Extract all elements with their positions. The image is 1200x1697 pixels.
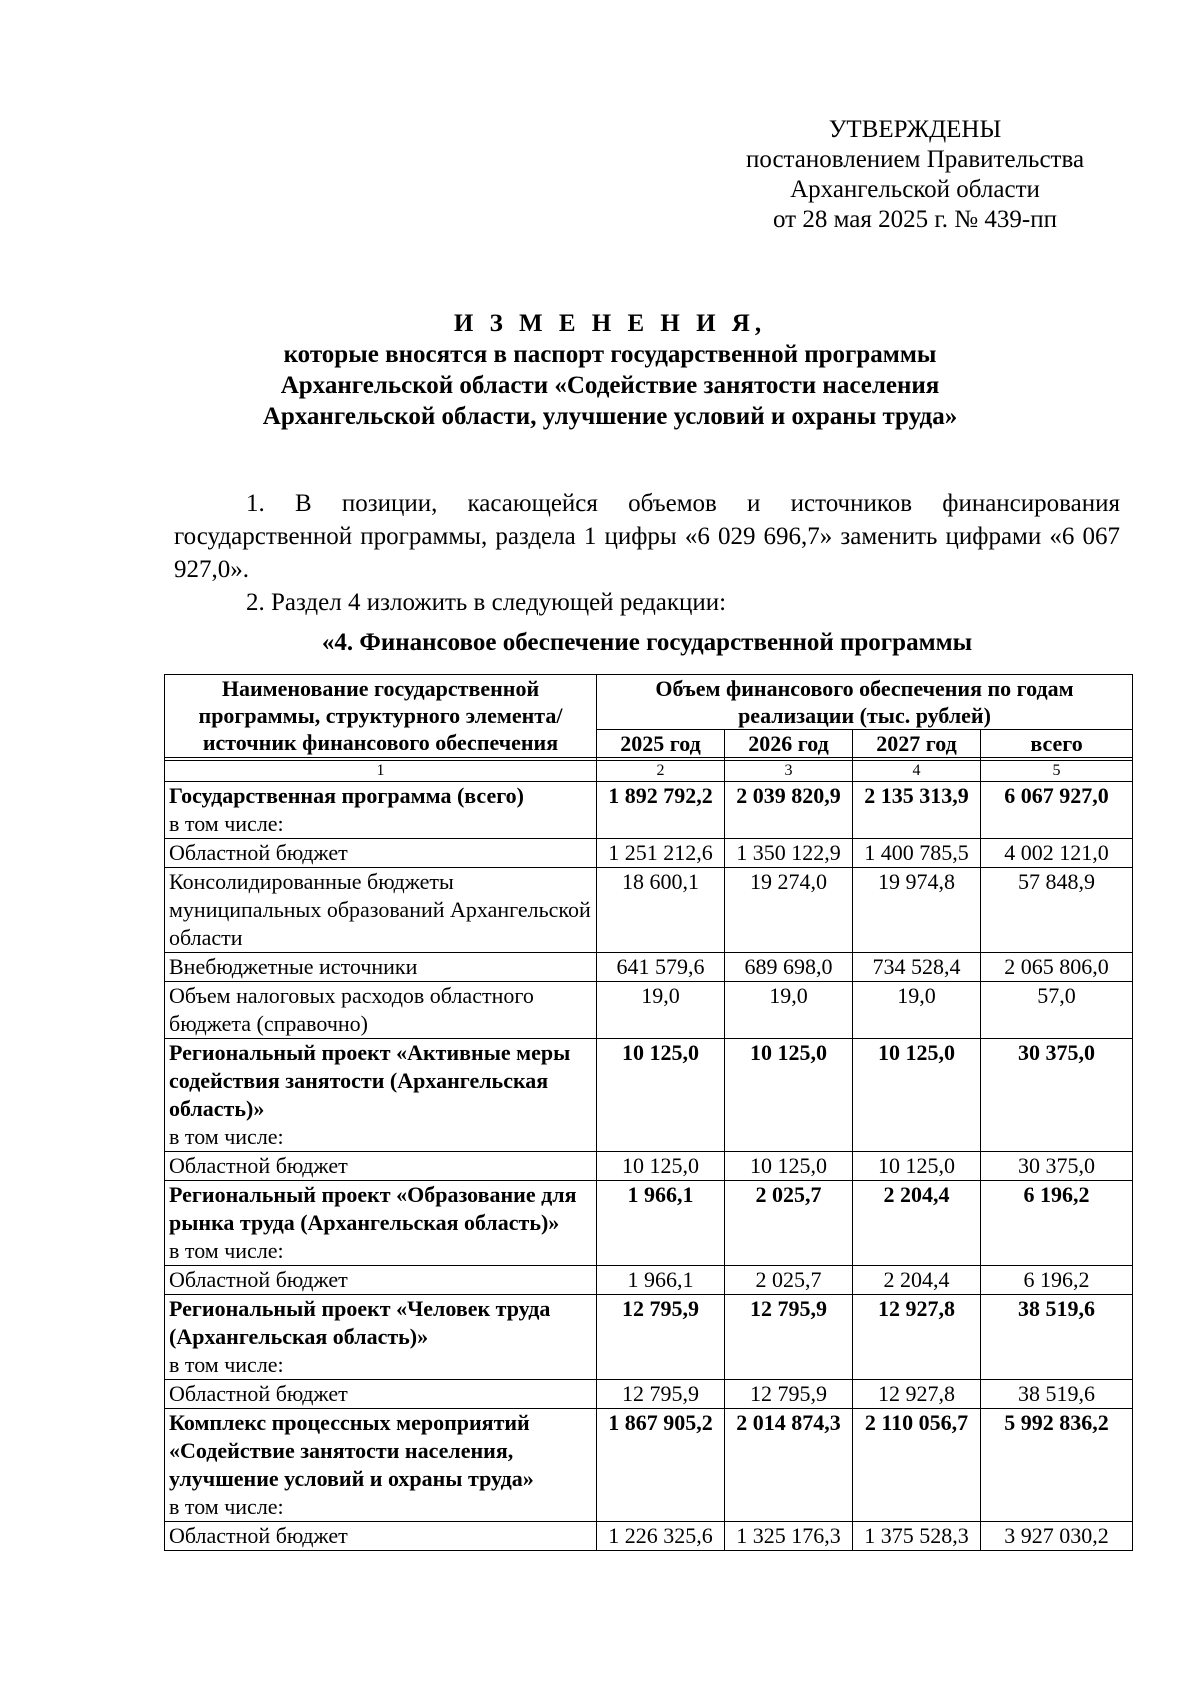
body-text [174,487,1120,619]
row-name-cell [165,1380,597,1409]
row-name-cell [165,953,597,982]
value-2025: 19,0 [597,982,725,1039]
value-2026: 10 125,0 [725,1152,853,1181]
value-total: 57 848,9 [981,868,1133,953]
value-2025: 12 795,9 [597,1380,725,1409]
value-2025: 18 600,1 [597,868,725,953]
value-total: 5 992 836,2 [981,1409,1133,1522]
table-row [165,1152,1133,1181]
value-total: 6 196,2 [981,1181,1133,1266]
row-subtitle: в том числе: [169,1352,284,1377]
value-2025: 1 892 792,2 [597,782,725,839]
value-2025: 12 795,9 [597,1295,725,1380]
row-name-cell [165,839,597,868]
value-2026: 1 350 122,9 [725,839,853,868]
value-total: 30 375,0 [981,1152,1133,1181]
value-2026: 2 025,7 [725,1181,853,1266]
column-index: 1 [165,761,597,782]
value-2026: 12 795,9 [725,1295,853,1380]
row-name-cell [165,782,597,839]
heading-line-2: Архангельской области «Содействие занятости населения [280,372,940,399]
row-name: Консолидированные бюджеты муниципальных образований Архангельской области [169,869,591,950]
value-2025: 1 966,1 [597,1266,725,1295]
value-2025: 641 579,6 [597,953,725,982]
paragraph-2: 2. Раздел 4 изложить в следующей редакции: [246,589,727,616]
value-2026: 2 039 820,9 [725,782,853,839]
table-row [165,1039,1133,1152]
row-name: Областной бюджет [169,1381,348,1406]
row-subtitle: в том числе: [169,1124,284,1149]
row-name: Региональный проект «Активные меры содействия занятости (Архангельская область)» [169,1040,571,1121]
row-name: Областной бюджет [169,1153,348,1178]
value-2027: 2 110 056,7 [853,1409,981,1522]
table-row [165,782,1133,839]
row-subtitle: в том числе: [169,1238,284,1263]
row-name: Комплекс процессных мероприятий «Содействие занятости населения, улучшение условий и охраны труда» [169,1410,534,1491]
table-row [165,1181,1133,1266]
row-name: Региональный проект «Человек труда (Архангельская область)» [169,1296,551,1349]
value-2026: 12 795,9 [725,1380,853,1409]
value-2025: 10 125,0 [597,1039,725,1152]
table-row [165,1522,1133,1551]
value-total: 30 375,0 [981,1039,1133,1152]
row-name: Областной бюджет [169,1523,348,1548]
approval-stamp [700,115,1130,235]
value-2026: 2 025,7 [725,1266,853,1295]
value-total: 6 067 927,0 [981,782,1133,839]
header-year-2025: 2025 год [597,730,725,758]
table-row [165,1266,1133,1295]
row-name-cell [165,982,597,1039]
value-2027: 1 375 528,3 [853,1522,981,1551]
approval-title: УТВЕРЖДЕНЫ [828,116,1002,143]
value-2025: 1 966,1 [597,1181,725,1266]
value-total: 4 002 121,0 [981,839,1133,868]
value-total: 6 196,2 [981,1266,1133,1295]
column-index: 3 [725,761,853,782]
value-2027: 2 135 313,9 [853,782,981,839]
row-name: Внебюджетные источники [169,954,418,979]
table-row [165,839,1133,868]
row-name: Областной бюджет [169,1267,348,1292]
value-2027: 10 125,0 [853,1039,981,1152]
row-name-cell [165,1152,597,1181]
financing-table [164,674,1133,1551]
column-index: 4 [853,761,981,782]
row-name-cell [165,868,597,953]
value-2026: 19,0 [725,982,853,1039]
value-2027: 2 204,4 [853,1181,981,1266]
header-volume-column: Объем финансового обеспечения по годам реализации (тыс. рублей) [597,675,1133,730]
table-row [165,1295,1133,1380]
row-subtitle: в том числе: [169,811,284,836]
table-row [165,868,1133,953]
document-heading [150,308,1070,432]
row-name-cell [165,1266,597,1295]
approval-date: от 28 мая 2025 г. № 439-пп [773,206,1057,233]
approval-region: Архангельской области [790,176,1040,203]
value-2027: 12 927,8 [853,1295,981,1380]
value-total: 38 519,6 [981,1295,1133,1380]
approval-decree: постановлением Правительства [745,146,1085,173]
row-name-cell [165,1181,597,1266]
value-2026: 19 274,0 [725,868,853,953]
row-name: Региональный проект «Образование для рынка труда (Архангельская область)» [169,1182,577,1235]
row-name-cell [165,1522,597,1551]
value-2027: 1 400 785,5 [853,839,981,868]
header-total: всего [981,730,1133,758]
value-2027: 10 125,0 [853,1152,981,1181]
row-name-cell [165,1295,597,1380]
value-total: 38 519,6 [981,1380,1133,1409]
table-row [165,1409,1133,1522]
value-total: 57,0 [981,982,1133,1039]
row-name-cell [165,1039,597,1152]
value-2025: 1 867 905,2 [597,1409,725,1522]
row-name: Объем налоговых расходов областного бюджета (справочно) [169,983,534,1036]
column-index: 2 [597,761,725,782]
value-2027: 19 974,8 [853,868,981,953]
heading-line-1: которые вносятся в паспорт государственной программы [283,341,937,368]
paragraph-1: 1. В позиции, касающейся объемов и источников финансирования государственной программы, раздела 1 цифры «6 029 696,7» заменить цифрами «6 067 927,0». [174,490,1120,583]
value-2025: 1 251 212,6 [597,839,725,868]
value-total: 2 065 806,0 [981,953,1133,982]
row-name: Областной бюджет [169,840,348,865]
heading-line-3: Архангельской области, улучшение условий и охраны труда» [262,403,958,430]
column-index: 5 [981,761,1133,782]
header-year-2026: 2026 год [725,730,853,758]
document-title: И З М Е Н Е Н И Я, [453,310,767,337]
value-2027: 19,0 [853,982,981,1039]
value-2027: 12 927,8 [853,1380,981,1409]
row-name: Государственная программа (всего) [169,783,524,808]
header-year-2027: 2027 год [853,730,981,758]
value-2026: 689 698,0 [725,953,853,982]
value-2025: 10 125,0 [597,1152,725,1181]
value-2025: 1 226 325,6 [597,1522,725,1551]
table-row [165,1380,1133,1409]
row-subtitle: в том числе: [169,1494,284,1519]
value-2026: 1 325 176,3 [725,1522,853,1551]
column-index-row [165,761,1133,782]
value-total: 3 927 030,2 [981,1522,1133,1551]
table-row [165,953,1133,982]
value-2027: 2 204,4 [853,1266,981,1295]
value-2026: 2 014 874,3 [725,1409,853,1522]
header-name-column: Наименование государственной программы, структурного элемента/ источник финансового обеспечения [165,675,597,758]
table-row [165,982,1133,1039]
row-name-cell [165,1409,597,1522]
value-2027: 734 528,4 [853,953,981,982]
section-title: «4. Финансовое обеспечение государственной программы [321,629,973,656]
value-2026: 10 125,0 [725,1039,853,1152]
